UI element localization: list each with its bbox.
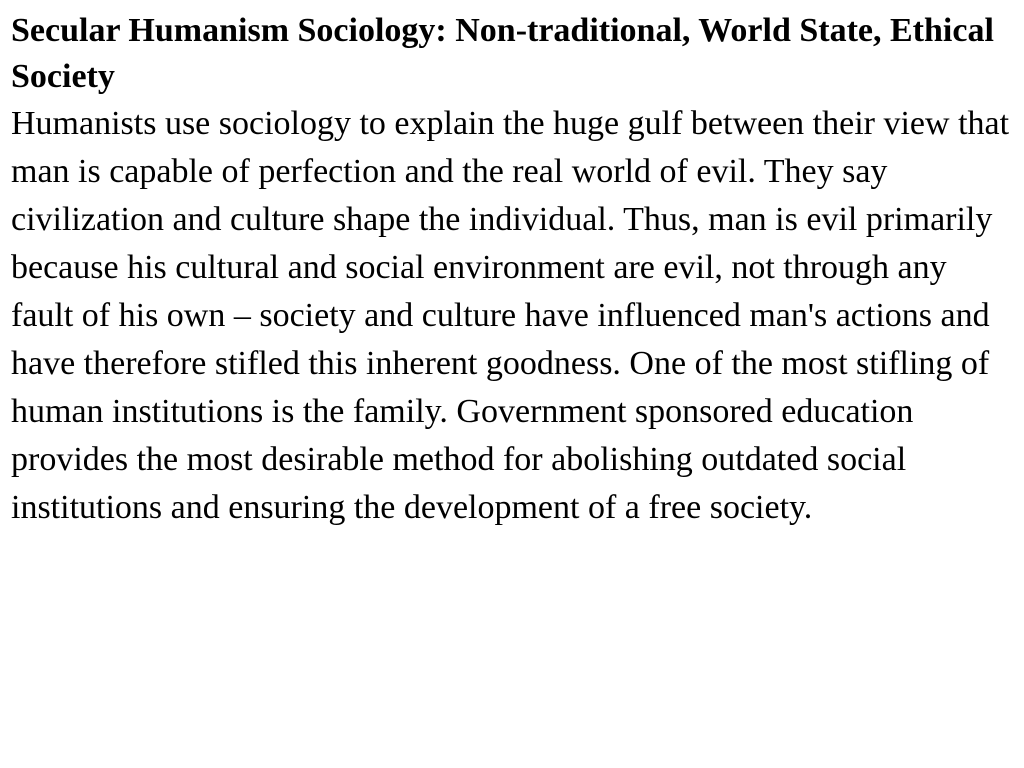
slide-content: [11, 8, 1011, 532]
slide-title: Secular Humanism Sociology: Non-traditional, World State, Ethical Society: [11, 12, 994, 95]
slide-body-text: Humanists use sociology to explain the huge gulf between their view that man is capable of perfection and the real world of evil. They say civilization and culture shape the individual. Thus, man is evil primarily because his cultural and social environment are evil, not through any fault of his own – society and culture have influenced man's actions and have therefore stifled this inherent goodness. One of the most stifling of human institutions is the family. Government sponsored education provides the most desirable method for abolishing outdated social institutions and ensuring the development of a free society.: [11, 105, 1010, 526]
